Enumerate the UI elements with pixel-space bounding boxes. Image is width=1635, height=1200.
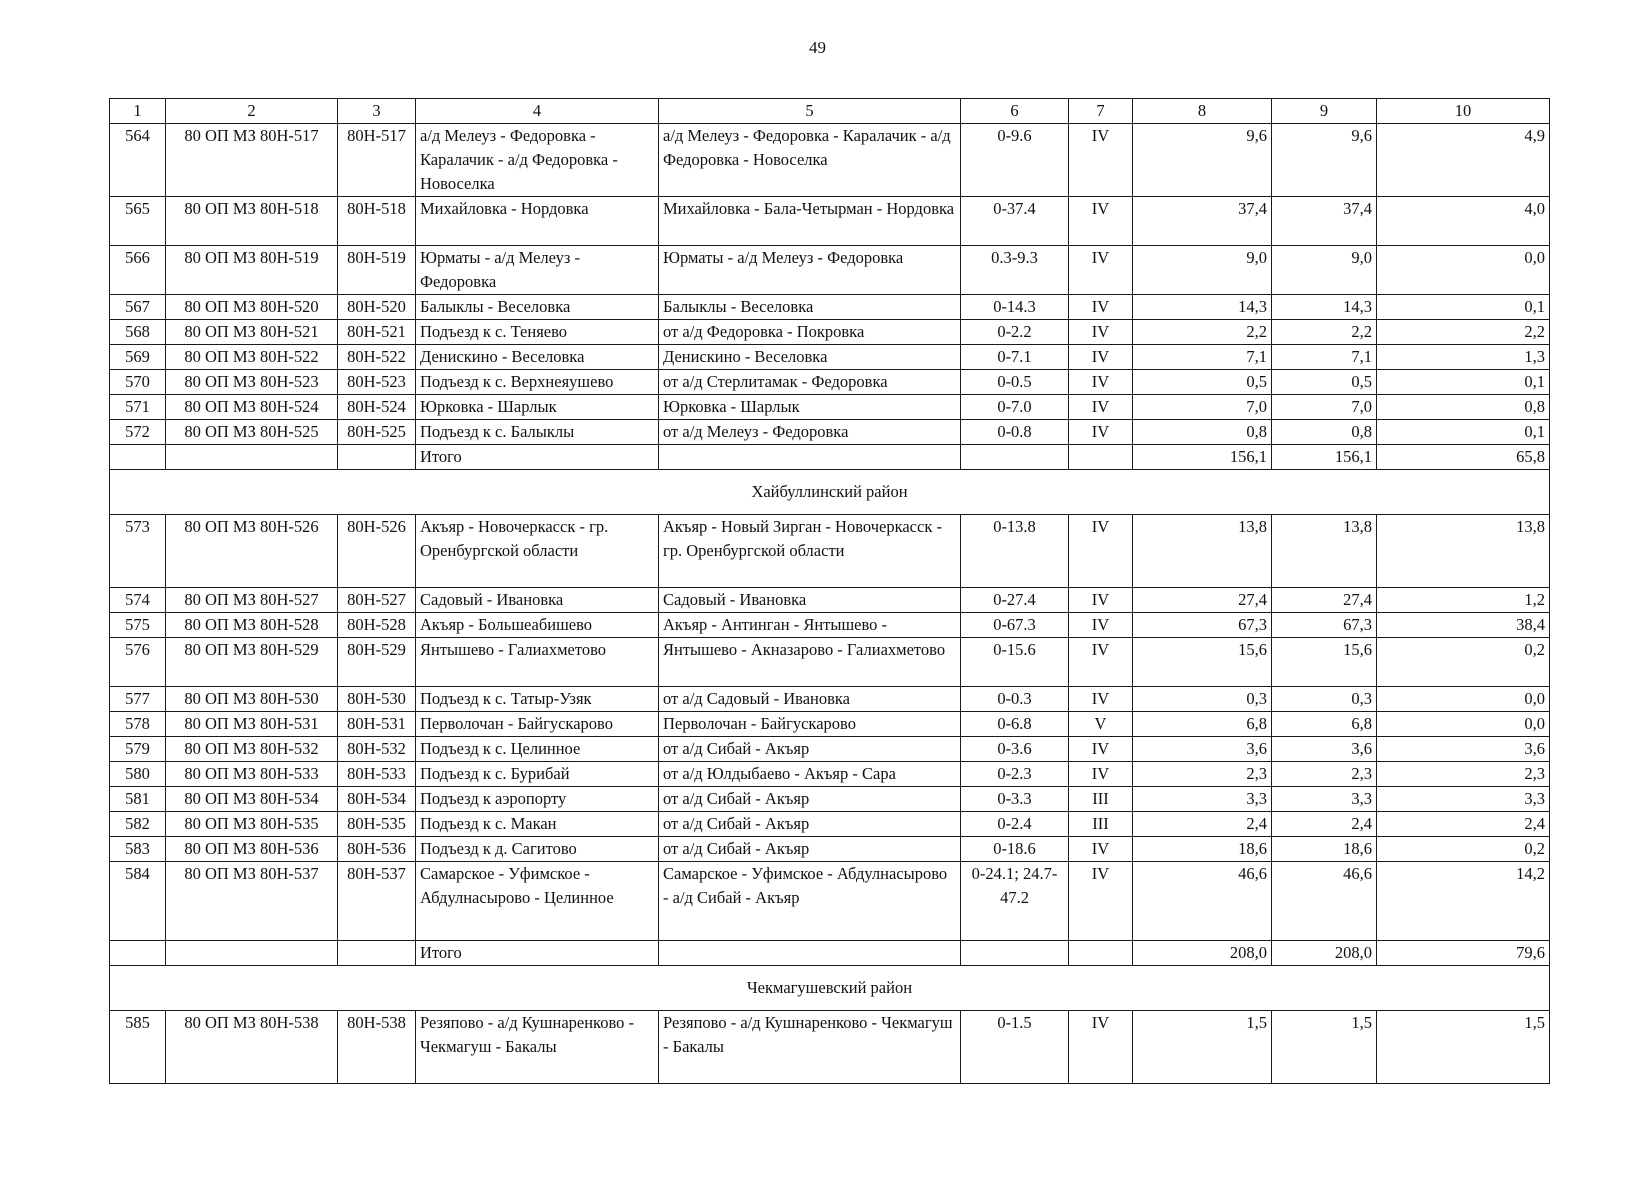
length-value-cell: 2,3 bbox=[1272, 762, 1377, 787]
road-name-cell: Подъезд к д. Сагитово bbox=[416, 837, 659, 862]
road-code-cell: 80Н-527 bbox=[338, 588, 416, 613]
district-name: Хайбуллинский район bbox=[110, 470, 1550, 515]
table-row bbox=[110, 613, 1550, 638]
row-number-cell: 574 bbox=[110, 588, 166, 613]
table-row bbox=[110, 246, 1550, 295]
road-code-cell: 80Н-528 bbox=[338, 613, 416, 638]
total-length-hardened: 65,8 bbox=[1377, 445, 1550, 470]
total-length-total: 156,1 bbox=[1133, 445, 1272, 470]
length-value-cell: 0,8 bbox=[1272, 420, 1377, 445]
road-code-cell: 80Н-532 bbox=[338, 737, 416, 762]
row-number-cell: 580 bbox=[110, 762, 166, 787]
road-name-cell: Акъяр - Новочеркасск - гр. Оренбургской области bbox=[416, 515, 659, 588]
table-row bbox=[110, 862, 1550, 941]
length-total-cell: 46,6 bbox=[1133, 862, 1272, 941]
km-range-cell: 0-2.4 bbox=[961, 812, 1069, 837]
total-row bbox=[110, 941, 1550, 966]
km-range-cell: 0.3-9.3 bbox=[961, 246, 1069, 295]
road-id-cell: 80 ОП МЗ 80Н-517 bbox=[166, 124, 338, 197]
road-category-cell: IV bbox=[1069, 320, 1133, 345]
road-name-cell: Балыклы - Веселовка bbox=[416, 295, 659, 320]
length-value-cell: 3,6 bbox=[1272, 737, 1377, 762]
road-id-cell: 80 ОП МЗ 80Н-520 bbox=[166, 295, 338, 320]
empty-cell bbox=[659, 941, 961, 966]
road-category-cell: IV bbox=[1069, 1011, 1133, 1084]
row-number-cell: 571 bbox=[110, 395, 166, 420]
road-name-cell: Юрматы - а/д Мелеуз - Федоровка bbox=[416, 246, 659, 295]
road-route-cell: Резяпово - а/д Кушнаренково - Чекмагуш - Бакалы bbox=[659, 1011, 961, 1084]
row-number-cell: 566 bbox=[110, 246, 166, 295]
road-category-cell: IV bbox=[1069, 345, 1133, 370]
length-value-cell: 2,4 bbox=[1272, 812, 1377, 837]
road-route-cell: от а/д Мелеуз - Федоровка bbox=[659, 420, 961, 445]
length-value-cell: 46,6 bbox=[1272, 862, 1377, 941]
road-id-cell: 80 ОП МЗ 80Н-530 bbox=[166, 687, 338, 712]
road-name-cell: Подъезд к с. Макан bbox=[416, 812, 659, 837]
road-route-cell: Янтышево - Акназарово - Галиахметово bbox=[659, 638, 961, 687]
road-category-cell: IV bbox=[1069, 862, 1133, 941]
road-code-cell: 80Н-538 bbox=[338, 1011, 416, 1084]
road-name-cell: Подъезд к с. Целинное bbox=[416, 737, 659, 762]
length-hardened-cell: 0,0 bbox=[1377, 712, 1550, 737]
length-hardened-cell: 0,1 bbox=[1377, 295, 1550, 320]
km-range-cell: 0-2.2 bbox=[961, 320, 1069, 345]
length-total-cell: 15,6 bbox=[1133, 638, 1272, 687]
road-id-cell: 80 ОП МЗ 80Н-531 bbox=[166, 712, 338, 737]
row-number-cell: 569 bbox=[110, 345, 166, 370]
road-name-cell: Акъяр - Большеабишево bbox=[416, 613, 659, 638]
km-range-cell: 0-27.4 bbox=[961, 588, 1069, 613]
column-number: 3 bbox=[338, 99, 416, 124]
road-category-cell: IV bbox=[1069, 197, 1133, 246]
km-range-cell: 0-37.4 bbox=[961, 197, 1069, 246]
length-value-cell: 67,3 bbox=[1272, 613, 1377, 638]
column-number: 7 bbox=[1069, 99, 1133, 124]
row-number-cell: 576 bbox=[110, 638, 166, 687]
table-row bbox=[110, 737, 1550, 762]
total-length-hardened: 79,6 bbox=[1377, 941, 1550, 966]
road-id-cell: 80 ОП МЗ 80Н-523 bbox=[166, 370, 338, 395]
road-code-cell: 80Н-518 bbox=[338, 197, 416, 246]
row-number-cell: 570 bbox=[110, 370, 166, 395]
table-row bbox=[110, 687, 1550, 712]
road-category-cell: IV bbox=[1069, 395, 1133, 420]
length-total-cell: 67,3 bbox=[1133, 613, 1272, 638]
empty-cell bbox=[110, 445, 166, 470]
road-name-cell: Подъезд к с. Теняево bbox=[416, 320, 659, 345]
table-row bbox=[110, 837, 1550, 862]
total-label: Итого bbox=[416, 941, 659, 966]
road-category-cell: IV bbox=[1069, 837, 1133, 862]
road-category-cell: IV bbox=[1069, 687, 1133, 712]
empty-cell bbox=[961, 445, 1069, 470]
column-number: 2 bbox=[166, 99, 338, 124]
table-row bbox=[110, 787, 1550, 812]
road-code-cell: 80Н-537 bbox=[338, 862, 416, 941]
total-row bbox=[110, 445, 1550, 470]
road-id-cell: 80 ОП МЗ 80Н-537 bbox=[166, 862, 338, 941]
row-number-cell: 572 bbox=[110, 420, 166, 445]
road-route-cell: Юрматы - а/д Мелеуз - Федоровка bbox=[659, 246, 961, 295]
table-row bbox=[110, 812, 1550, 837]
table-body bbox=[110, 99, 1550, 1084]
length-total-cell: 7,1 bbox=[1133, 345, 1272, 370]
length-total-cell: 3,6 bbox=[1133, 737, 1272, 762]
road-id-cell: 80 ОП МЗ 80Н-527 bbox=[166, 588, 338, 613]
length-value-cell: 15,6 bbox=[1272, 638, 1377, 687]
road-name-cell: Юрковка - Шарлык bbox=[416, 395, 659, 420]
length-total-cell: 13,8 bbox=[1133, 515, 1272, 588]
length-total-cell: 9,6 bbox=[1133, 124, 1272, 197]
road-id-cell: 80 ОП МЗ 80Н-534 bbox=[166, 787, 338, 812]
row-number-cell: 568 bbox=[110, 320, 166, 345]
road-route-cell: а/д Мелеуз - Федоровка - Каралачик - а/д Федоровка - Новоселка bbox=[659, 124, 961, 197]
km-range-cell: 0-15.6 bbox=[961, 638, 1069, 687]
road-name-cell: Денискино - Веселовка bbox=[416, 345, 659, 370]
km-range-cell: 0-1.5 bbox=[961, 1011, 1069, 1084]
total-label: Итого bbox=[416, 445, 659, 470]
km-range-cell: 0-18.6 bbox=[961, 837, 1069, 862]
empty-cell bbox=[338, 941, 416, 966]
total-length-value: 156,1 bbox=[1272, 445, 1377, 470]
road-category-cell: IV bbox=[1069, 515, 1133, 588]
length-value-cell: 7,1 bbox=[1272, 345, 1377, 370]
length-hardened-cell: 13,8 bbox=[1377, 515, 1550, 588]
empty-cell bbox=[1069, 941, 1133, 966]
road-category-cell: IV bbox=[1069, 370, 1133, 395]
length-hardened-cell: 0,1 bbox=[1377, 370, 1550, 395]
road-name-cell: Садовый - Ивановка bbox=[416, 588, 659, 613]
road-category-cell: IV bbox=[1069, 613, 1133, 638]
empty-cell bbox=[1069, 445, 1133, 470]
table-row bbox=[110, 345, 1550, 370]
length-value-cell: 3,3 bbox=[1272, 787, 1377, 812]
length-value-cell: 2,2 bbox=[1272, 320, 1377, 345]
km-range-cell: 0-3.3 bbox=[961, 787, 1069, 812]
length-hardened-cell: 38,4 bbox=[1377, 613, 1550, 638]
district-header-row bbox=[110, 966, 1550, 1011]
length-hardened-cell: 0,1 bbox=[1377, 420, 1550, 445]
length-hardened-cell: 1,2 bbox=[1377, 588, 1550, 613]
length-value-cell: 6,8 bbox=[1272, 712, 1377, 737]
road-route-cell: от а/д Садовый - Ивановка bbox=[659, 687, 961, 712]
road-route-cell: от а/д Федоровка - Покровка bbox=[659, 320, 961, 345]
road-id-cell: 80 ОП МЗ 80Н-538 bbox=[166, 1011, 338, 1084]
length-hardened-cell: 1,5 bbox=[1377, 1011, 1550, 1084]
row-number-cell: 584 bbox=[110, 862, 166, 941]
table-row bbox=[110, 395, 1550, 420]
length-hardened-cell: 2,4 bbox=[1377, 812, 1550, 837]
km-range-cell: 0-0.5 bbox=[961, 370, 1069, 395]
empty-cell bbox=[659, 445, 961, 470]
length-total-cell: 2,4 bbox=[1133, 812, 1272, 837]
road-code-cell: 80Н-522 bbox=[338, 345, 416, 370]
road-code-cell: 80Н-531 bbox=[338, 712, 416, 737]
road-category-cell: IV bbox=[1069, 420, 1133, 445]
road-category-cell: IV bbox=[1069, 762, 1133, 787]
road-route-cell: от а/д Сибай - Акъяр bbox=[659, 787, 961, 812]
road-name-cell: Самарское - Уфимское - Абдулнасырово - Целинное bbox=[416, 862, 659, 941]
road-id-cell: 80 ОП МЗ 80Н-524 bbox=[166, 395, 338, 420]
road-id-cell: 80 ОП МЗ 80Н-525 bbox=[166, 420, 338, 445]
road-code-cell: 80Н-533 bbox=[338, 762, 416, 787]
km-range-cell: 0-14.3 bbox=[961, 295, 1069, 320]
length-value-cell: 0,3 bbox=[1272, 687, 1377, 712]
road-route-cell: Самарское - Уфимское - Абдулнасырово - а/д Сибай - Акъяр bbox=[659, 862, 961, 941]
length-hardened-cell: 4,9 bbox=[1377, 124, 1550, 197]
length-value-cell: 0,5 bbox=[1272, 370, 1377, 395]
row-number-cell: 567 bbox=[110, 295, 166, 320]
length-value-cell: 13,8 bbox=[1272, 515, 1377, 588]
row-number-cell: 577 bbox=[110, 687, 166, 712]
length-value-cell: 27,4 bbox=[1272, 588, 1377, 613]
road-name-cell: Резяпово - а/д Кушнаренково - Чекмагуш - Бакалы bbox=[416, 1011, 659, 1084]
length-value-cell: 9,0 bbox=[1272, 246, 1377, 295]
total-length-value: 208,0 bbox=[1272, 941, 1377, 966]
length-total-cell: 2,2 bbox=[1133, 320, 1272, 345]
road-route-cell: Акъяр - Антинган - Янтышево - bbox=[659, 613, 961, 638]
column-number: 6 bbox=[961, 99, 1069, 124]
empty-cell bbox=[961, 941, 1069, 966]
empty-cell bbox=[166, 445, 338, 470]
road-code-cell: 80Н-530 bbox=[338, 687, 416, 712]
road-name-cell: Михайловка - Нордовка bbox=[416, 197, 659, 246]
road-category-cell: III bbox=[1069, 787, 1133, 812]
road-route-cell: Перволочан - Байгускарово bbox=[659, 712, 961, 737]
road-code-cell: 80Н-524 bbox=[338, 395, 416, 420]
empty-cell bbox=[166, 941, 338, 966]
road-id-cell: 80 ОП МЗ 80Н-519 bbox=[166, 246, 338, 295]
road-id-cell: 80 ОП МЗ 80Н-532 bbox=[166, 737, 338, 762]
row-number-cell: 582 bbox=[110, 812, 166, 837]
km-range-cell: 0-2.3 bbox=[961, 762, 1069, 787]
page-number: 49 bbox=[809, 38, 826, 57]
length-total-cell: 37,4 bbox=[1133, 197, 1272, 246]
table-row bbox=[110, 370, 1550, 395]
district-name: Чекмагушевский район bbox=[110, 966, 1550, 1011]
km-range-cell: 0-7.0 bbox=[961, 395, 1069, 420]
road-code-cell: 80Н-523 bbox=[338, 370, 416, 395]
road-id-cell: 80 ОП МЗ 80Н-521 bbox=[166, 320, 338, 345]
column-number: 8 bbox=[1133, 99, 1272, 124]
road-code-cell: 80Н-535 bbox=[338, 812, 416, 837]
road-category-cell: IV bbox=[1069, 295, 1133, 320]
road-route-cell: Акъяр - Новый Зирган - Новочеркасск - гр. Оренбургской области bbox=[659, 515, 961, 588]
length-total-cell: 3,3 bbox=[1133, 787, 1272, 812]
road-route-cell: от а/д Стерлитамак - Федоровка bbox=[659, 370, 961, 395]
row-number-cell: 581 bbox=[110, 787, 166, 812]
km-range-cell: 0-0.3 bbox=[961, 687, 1069, 712]
road-route-cell: Садовый - Ивановка bbox=[659, 588, 961, 613]
length-hardened-cell: 0,2 bbox=[1377, 638, 1550, 687]
length-hardened-cell: 14,2 bbox=[1377, 862, 1550, 941]
road-name-cell: Подъезд к с. Балыклы bbox=[416, 420, 659, 445]
column-number: 1 bbox=[110, 99, 166, 124]
row-number-cell: 575 bbox=[110, 613, 166, 638]
road-code-cell: 80Н-519 bbox=[338, 246, 416, 295]
road-id-cell: 80 ОП МЗ 80Н-529 bbox=[166, 638, 338, 687]
road-name-cell: Янтышево - Галиахметово bbox=[416, 638, 659, 687]
length-hardened-cell: 0,0 bbox=[1377, 687, 1550, 712]
length-total-cell: 27,4 bbox=[1133, 588, 1272, 613]
length-hardened-cell: 2,3 bbox=[1377, 762, 1550, 787]
table-row bbox=[110, 762, 1550, 787]
road-route-cell: от а/д Сибай - Акъяр bbox=[659, 837, 961, 862]
road-name-cell: а/д Мелеуз - Федоровка - Каралачик - а/д Федоровка - Новоселка bbox=[416, 124, 659, 197]
length-total-cell: 14,3 bbox=[1133, 295, 1272, 320]
road-route-cell: Денискино - Веселовка bbox=[659, 345, 961, 370]
empty-cell bbox=[338, 445, 416, 470]
road-category-cell: IV bbox=[1069, 588, 1133, 613]
road-code-cell: 80Н-536 bbox=[338, 837, 416, 862]
length-total-cell: 1,5 bbox=[1133, 1011, 1272, 1084]
table-row bbox=[110, 295, 1550, 320]
length-value-cell: 14,3 bbox=[1272, 295, 1377, 320]
road-route-cell: от а/д Юлдыбаево - Акъяр - Сара bbox=[659, 762, 961, 787]
table-row bbox=[110, 124, 1550, 197]
table-row bbox=[110, 515, 1550, 588]
road-route-cell: Балыклы - Веселовка bbox=[659, 295, 961, 320]
length-total-cell: 6,8 bbox=[1133, 712, 1272, 737]
length-hardened-cell: 2,2 bbox=[1377, 320, 1550, 345]
column-number: 9 bbox=[1272, 99, 1377, 124]
km-range-cell: 0-67.3 bbox=[961, 613, 1069, 638]
length-hardened-cell: 4,0 bbox=[1377, 197, 1550, 246]
road-code-cell: 80Н-525 bbox=[338, 420, 416, 445]
length-total-cell: 18,6 bbox=[1133, 837, 1272, 862]
length-hardened-cell: 0,0 bbox=[1377, 246, 1550, 295]
length-value-cell: 9,6 bbox=[1272, 124, 1377, 197]
road-id-cell: 80 ОП МЗ 80Н-528 bbox=[166, 613, 338, 638]
length-hardened-cell: 3,6 bbox=[1377, 737, 1550, 762]
road-id-cell: 80 ОП МЗ 80Н-522 bbox=[166, 345, 338, 370]
length-value-cell: 18,6 bbox=[1272, 837, 1377, 862]
road-category-cell: IV bbox=[1069, 638, 1133, 687]
length-total-cell: 9,0 bbox=[1133, 246, 1272, 295]
column-number: 4 bbox=[416, 99, 659, 124]
column-number: 10 bbox=[1377, 99, 1550, 124]
table-row bbox=[110, 712, 1550, 737]
table-row bbox=[110, 420, 1550, 445]
road-code-cell: 80Н-534 bbox=[338, 787, 416, 812]
length-hardened-cell: 3,3 bbox=[1377, 787, 1550, 812]
length-hardened-cell: 0,8 bbox=[1377, 395, 1550, 420]
km-range-cell: 0-24.1; 24.7-47.2 bbox=[961, 862, 1069, 941]
row-number-cell: 565 bbox=[110, 197, 166, 246]
roads-table bbox=[109, 98, 1550, 1084]
length-total-cell: 0,8 bbox=[1133, 420, 1272, 445]
km-range-cell: 0-13.8 bbox=[961, 515, 1069, 588]
road-code-cell: 80Н-520 bbox=[338, 295, 416, 320]
length-value-cell: 1,5 bbox=[1272, 1011, 1377, 1084]
km-range-cell: 0-7.1 bbox=[961, 345, 1069, 370]
road-name-cell: Подъезд к с. Бурибай bbox=[416, 762, 659, 787]
column-number-row bbox=[110, 99, 1550, 124]
row-number-cell: 578 bbox=[110, 712, 166, 737]
km-range-cell: 0-9.6 bbox=[961, 124, 1069, 197]
km-range-cell: 0-0.8 bbox=[961, 420, 1069, 445]
road-name-cell: Перволочан - Байгускарово bbox=[416, 712, 659, 737]
row-number-cell: 579 bbox=[110, 737, 166, 762]
km-range-cell: 0-3.6 bbox=[961, 737, 1069, 762]
road-id-cell: 80 ОП МЗ 80Н-518 bbox=[166, 197, 338, 246]
road-category-cell: IV bbox=[1069, 124, 1133, 197]
road-name-cell: Подъезд к с. Верхнеяушево bbox=[416, 370, 659, 395]
row-number-cell: 585 bbox=[110, 1011, 166, 1084]
table-row bbox=[110, 638, 1550, 687]
road-code-cell: 80Н-529 bbox=[338, 638, 416, 687]
length-total-cell: 0,3 bbox=[1133, 687, 1272, 712]
road-route-cell: от а/д Сибай - Акъяр bbox=[659, 812, 961, 837]
length-total-cell: 7,0 bbox=[1133, 395, 1272, 420]
length-value-cell: 37,4 bbox=[1272, 197, 1377, 246]
road-route-cell: от а/д Сибай - Акъяр bbox=[659, 737, 961, 762]
column-number: 5 bbox=[659, 99, 961, 124]
road-name-cell: Подъезд к аэропорту bbox=[416, 787, 659, 812]
length-total-cell: 2,3 bbox=[1133, 762, 1272, 787]
length-value-cell: 7,0 bbox=[1272, 395, 1377, 420]
district-header-row bbox=[110, 470, 1550, 515]
road-category-cell: III bbox=[1069, 812, 1133, 837]
road-category-cell: IV bbox=[1069, 246, 1133, 295]
road-route-cell: Юрковка - Шарлык bbox=[659, 395, 961, 420]
table-row bbox=[110, 320, 1550, 345]
road-code-cell: 80Н-517 bbox=[338, 124, 416, 197]
row-number-cell: 583 bbox=[110, 837, 166, 862]
length-hardened-cell: 1,3 bbox=[1377, 345, 1550, 370]
road-code-cell: 80Н-521 bbox=[338, 320, 416, 345]
total-length-total: 208,0 bbox=[1133, 941, 1272, 966]
table-row bbox=[110, 197, 1550, 246]
road-name-cell: Подъезд к с. Татыр-Узяк bbox=[416, 687, 659, 712]
row-number-cell: 573 bbox=[110, 515, 166, 588]
road-id-cell: 80 ОП МЗ 80Н-535 bbox=[166, 812, 338, 837]
road-id-cell: 80 ОП МЗ 80Н-533 bbox=[166, 762, 338, 787]
length-total-cell: 0,5 bbox=[1133, 370, 1272, 395]
road-code-cell: 80Н-526 bbox=[338, 515, 416, 588]
length-hardened-cell: 0,2 bbox=[1377, 837, 1550, 862]
row-number-cell: 564 bbox=[110, 124, 166, 197]
empty-cell bbox=[110, 941, 166, 966]
road-route-cell: Михайловка - Бала-Четырман - Нордовка bbox=[659, 197, 961, 246]
road-id-cell: 80 ОП МЗ 80Н-536 bbox=[166, 837, 338, 862]
table-row bbox=[110, 588, 1550, 613]
km-range-cell: 0-6.8 bbox=[961, 712, 1069, 737]
road-category-cell: IV bbox=[1069, 737, 1133, 762]
road-id-cell: 80 ОП МЗ 80Н-526 bbox=[166, 515, 338, 588]
road-category-cell: V bbox=[1069, 712, 1133, 737]
table-row bbox=[110, 1011, 1550, 1084]
